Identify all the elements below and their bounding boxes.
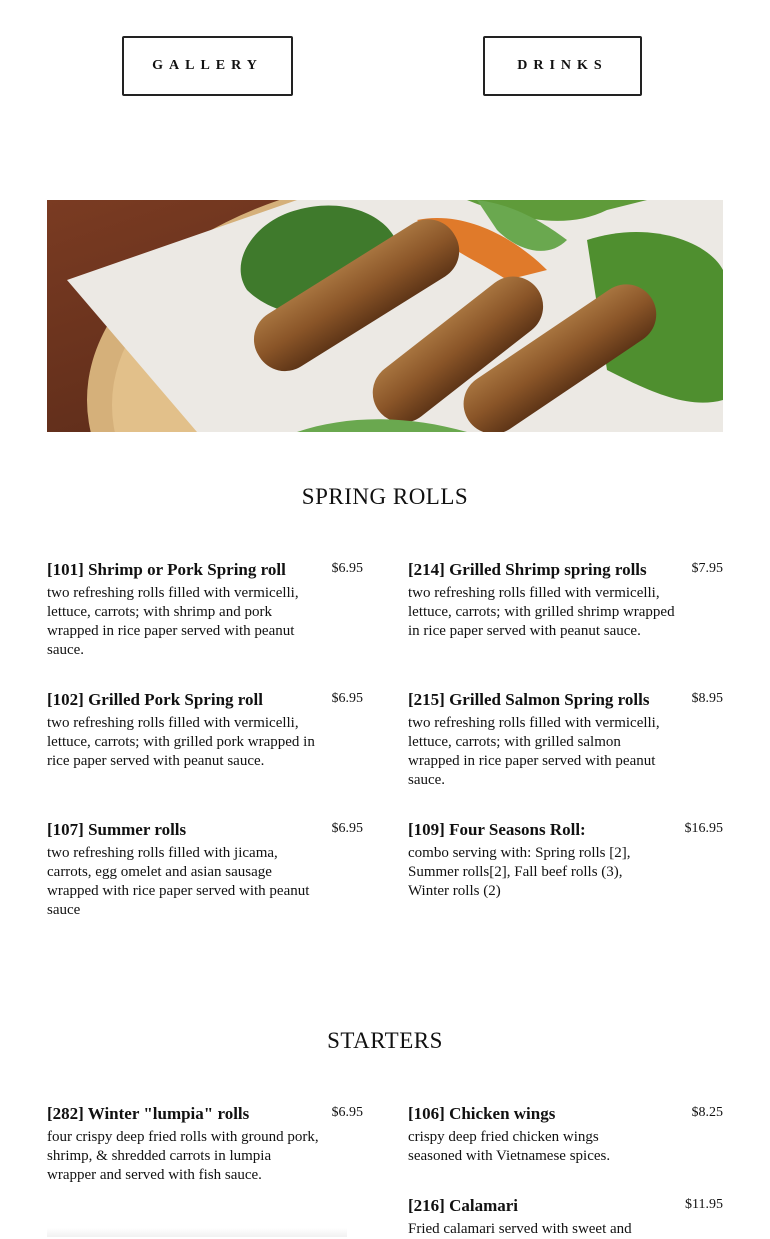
menu-item-description: Fried calamari served with sweet and	[408, 1221, 632, 1237]
menu-item-description: two refreshing rolls filled with vermicelli, lettuce, carrots; with grilled shrimp wrapped in rice paper served with peanut sauce.	[408, 585, 675, 639]
menu-item	[408, 560, 723, 641]
menu-item-name: [101] Shrimp or Pork Spring roll	[47, 560, 286, 579]
menu-item-description: combo serving with: Spring rolls [2], Summer rolls[2], Fall beef rolls (3), Winter rolls (2)	[408, 845, 631, 899]
menu-item-price: $6.95	[331, 1105, 363, 1120]
menu-item	[47, 560, 363, 660]
menu-item-description: crispy deep fried chicken wings seasoned with Vietnamese spices.	[408, 1129, 611, 1164]
menu-item-description: two refreshing rolls filled with vermicelli, lettuce, carrots; with grilled pork wrapped in rice paper served with peanut sauce.	[47, 715, 315, 769]
menu-item	[408, 690, 723, 790]
spring-rolls-illustration	[47, 200, 723, 432]
menu-item-description: two refreshing rolls filled with vermicelli, lettuce, carrots; with shrimp and pork wrapped in rice paper served with peanut sauce.	[47, 585, 299, 658]
menu-item-name: [215] Grilled Salmon Spring rolls	[408, 690, 650, 709]
menu-item-name: [106] Chicken wings	[408, 1104, 556, 1123]
menu-item	[47, 820, 363, 920]
menu-item-name: [214] Grilled Shrimp spring rolls	[408, 560, 647, 579]
hero-food-image	[47, 200, 723, 432]
menu-item-price: $7.95	[691, 561, 723, 576]
gallery-button[interactable]: GALLERY	[122, 36, 293, 96]
section-title-starters: STARTERS	[327, 1028, 443, 1053]
menu-item-price: $6.95	[331, 691, 363, 706]
menu-item-name: [282] Winter "lumpia" rolls	[47, 1104, 250, 1123]
menu-item-description: two refreshing rolls filled with jicama, carrots, egg omelet and asian sausage wrapped with rice paper served with peanut sauce	[47, 845, 310, 918]
menu-item	[47, 690, 363, 771]
menu-item-price: $8.25	[691, 1105, 723, 1120]
menu-item-price: $6.95	[331, 821, 363, 836]
menu-item-name: [109] Four Seasons Roll:	[408, 820, 586, 839]
drinks-button[interactable]: DRINKS	[483, 36, 642, 96]
menu-item-name: [216] Calamari	[408, 1196, 519, 1215]
menu-item	[408, 1196, 723, 1239]
menu-item-price: $8.95	[691, 691, 723, 706]
menu-item-description: four crispy deep fried rolls with ground pork, shrimp, & shredded carrots in lumpia wrapper and served with fish sauce.	[47, 1129, 319, 1183]
menu-item	[408, 1104, 723, 1166]
menu-item-price: $16.95	[684, 821, 723, 836]
menu-item-name: [102] Grilled Pork Spring roll	[47, 690, 263, 709]
menu-item	[408, 820, 723, 901]
menu-item-price: $11.95	[685, 1197, 723, 1212]
menu-item-price: $6.95	[331, 561, 363, 576]
section-title-spring-rolls: SPRING ROLLS	[301, 484, 469, 509]
menu-item-description: two refreshing rolls filled with vermicelli, lettuce, carrots; with grilled salmon wrapped in rice paper served with peanut sauce.	[408, 715, 660, 788]
menu-item-name: [107] Summer rolls	[47, 820, 187, 839]
menu-item	[47, 1104, 363, 1185]
scroll-fade	[47, 1228, 347, 1237]
